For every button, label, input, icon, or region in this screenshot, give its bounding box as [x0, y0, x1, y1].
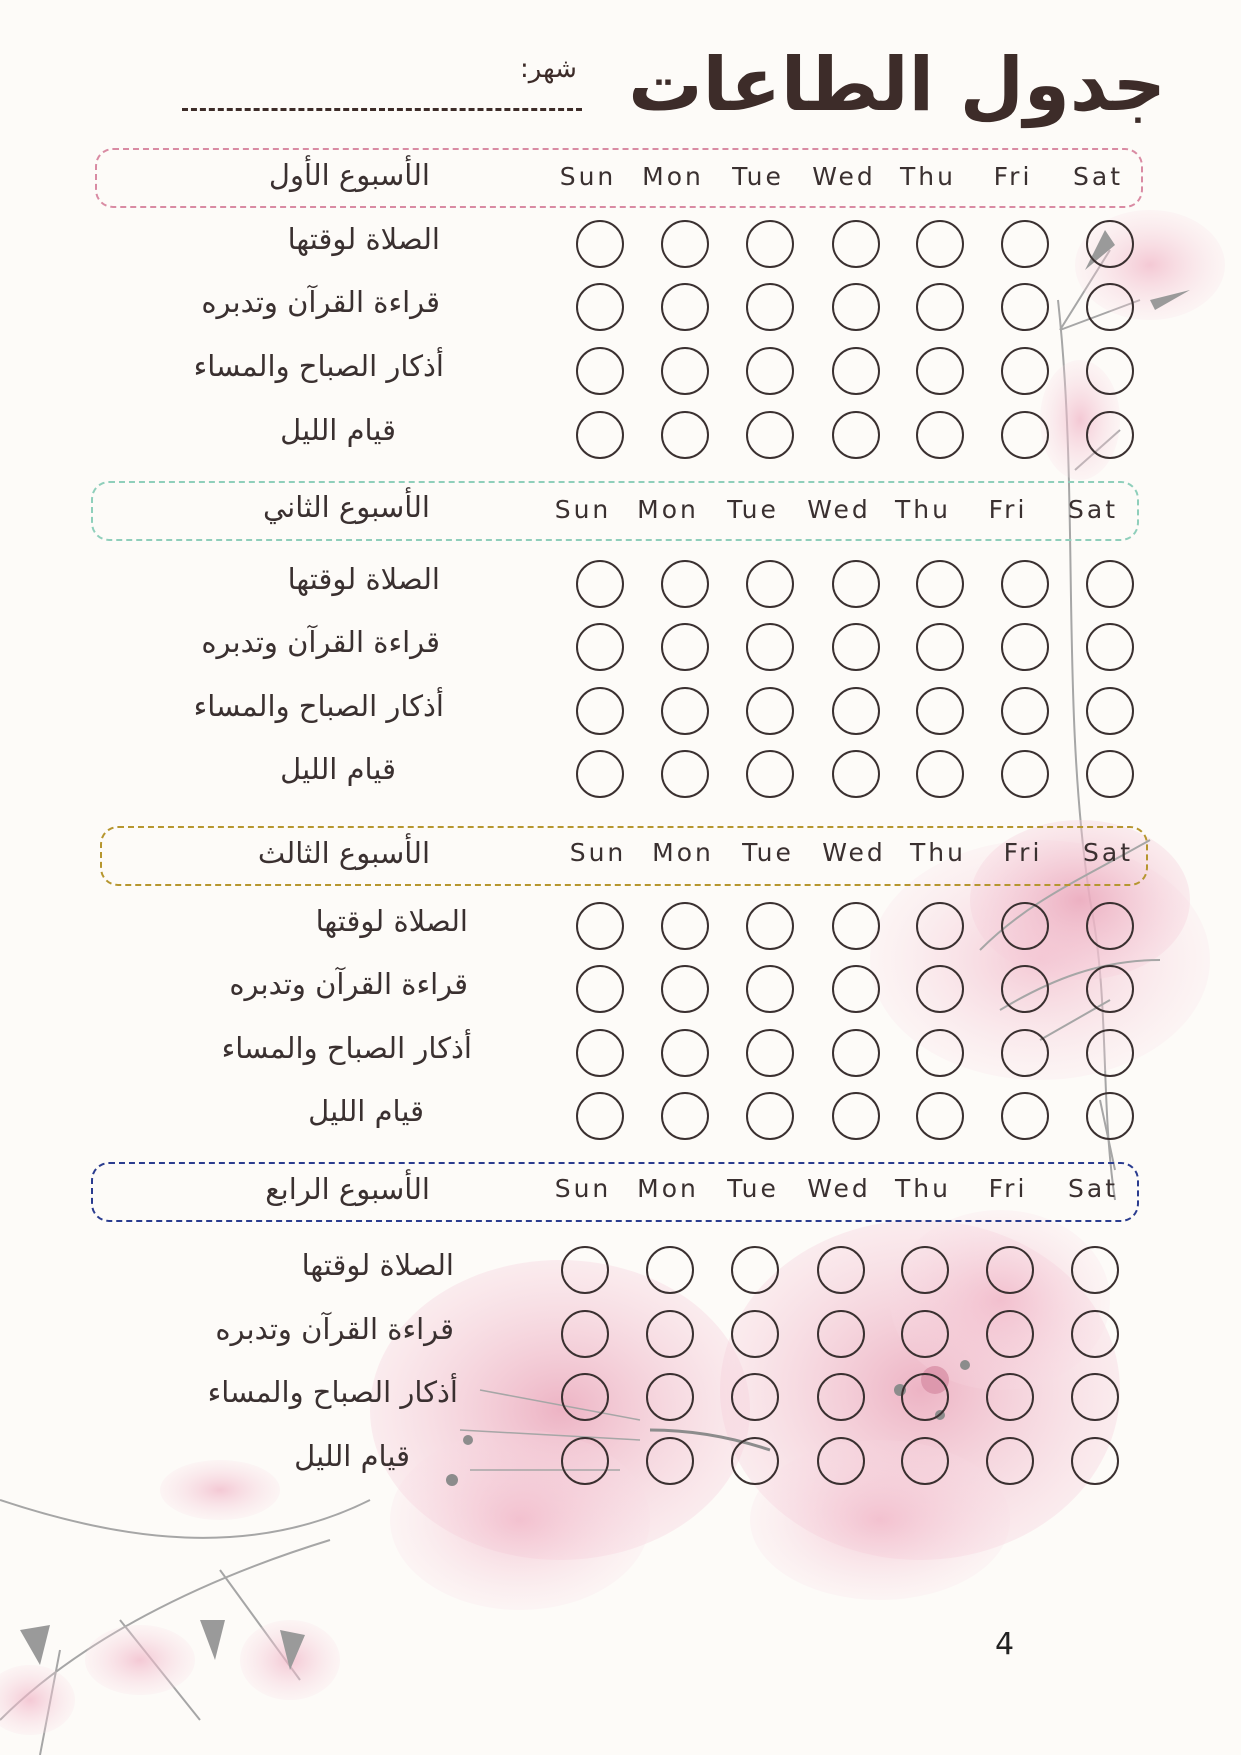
habit-label: الصلاة لوقتها — [315, 904, 468, 938]
checkbox-circle-sun[interactable] — [576, 623, 624, 671]
habit-label: أذكار الصباح والمساء — [221, 1031, 472, 1065]
checkbox-circle-tue[interactable] — [731, 1437, 779, 1485]
week-header-2 — [91, 481, 1139, 541]
checkbox-circle-tue[interactable] — [746, 1092, 794, 1140]
checkbox-circle-sat[interactable] — [1071, 1373, 1119, 1421]
checkbox-circle-fri[interactable] — [1001, 560, 1049, 608]
checkbox-circle-tue[interactable] — [746, 623, 794, 671]
habit-label: الصلاة لوقتها — [287, 222, 440, 256]
day-label-tue: Tue — [742, 838, 794, 867]
day-label-wed: Wed — [807, 1174, 871, 1203]
day-label-sat: Sat — [1073, 162, 1123, 191]
habit-label: قراءة القرآن وتدبره — [201, 625, 440, 659]
checkbox-circle-thu[interactable] — [901, 1310, 949, 1358]
day-label-tue: Tue — [727, 495, 779, 524]
checkbox-circle-fri[interactable] — [1001, 283, 1049, 331]
checkbox-circle-wed[interactable] — [832, 283, 880, 331]
checkbox-circle-tue[interactable] — [731, 1310, 779, 1358]
checkbox-circle-tue[interactable] — [746, 283, 794, 331]
habit-label: قيام الليل — [280, 752, 396, 786]
checkbox-circle-sat[interactable] — [1086, 347, 1134, 395]
week-title-4: الأسبوع الرابع — [265, 1172, 430, 1206]
checkbox-circle-sat[interactable] — [1086, 1092, 1134, 1140]
checkbox-circle-tue[interactable] — [746, 687, 794, 735]
day-label-wed: Wed — [822, 838, 886, 867]
checkbox-circle-wed[interactable] — [832, 623, 880, 671]
week-title-1: الأسبوع الأول — [268, 158, 430, 192]
habit-label: قيام الليل — [294, 1439, 410, 1473]
checkbox-circle-thu[interactable] — [916, 902, 964, 950]
habit-label: قراءة القرآن وتدبره — [229, 967, 468, 1001]
checkbox-circle-mon[interactable] — [661, 965, 709, 1013]
month-label: شهر: — [520, 54, 577, 84]
checkbox-circle-wed[interactable] — [832, 902, 880, 950]
checkbox-circle-tue[interactable] — [746, 411, 794, 459]
day-label-sat: Sat — [1068, 1174, 1118, 1203]
checkbox-circle-fri[interactable] — [1001, 623, 1049, 671]
checkbox-circle-mon[interactable] — [661, 1029, 709, 1077]
checkbox-circle-mon[interactable] — [661, 283, 709, 331]
checkbox-circle-tue[interactable] — [746, 347, 794, 395]
day-label-thu: Thu — [900, 162, 956, 191]
checkbox-circle-mon[interactable] — [661, 220, 709, 268]
checkbox-circle-wed[interactable] — [832, 220, 880, 268]
checkbox-circle-thu[interactable] — [916, 560, 964, 608]
day-label-fri: Fri — [988, 1174, 1028, 1203]
checkbox-circle-mon[interactable] — [661, 560, 709, 608]
day-label-wed: Wed — [812, 162, 876, 191]
checkbox-circle-fri[interactable] — [1001, 965, 1049, 1013]
checkbox-circle-sat[interactable] — [1086, 965, 1134, 1013]
checkbox-circle-mon[interactable] — [661, 347, 709, 395]
checkbox-circle-mon[interactable] — [661, 687, 709, 735]
day-label-fri: Fri — [993, 162, 1033, 191]
checkbox-circle-sun[interactable] — [561, 1437, 609, 1485]
checkbox-circle-tue[interactable] — [746, 750, 794, 798]
checkbox-circle-tue[interactable] — [731, 1373, 779, 1421]
checkbox-circle-fri[interactable] — [986, 1437, 1034, 1485]
day-label-fri: Fri — [988, 495, 1028, 524]
checkbox-circle-thu[interactable] — [916, 347, 964, 395]
checkbox-circle-sun[interactable] — [576, 750, 624, 798]
day-label-thu: Thu — [895, 495, 951, 524]
week-title-3: الأسبوع الثالث — [257, 836, 430, 870]
checkbox-circle-thu[interactable] — [901, 1246, 949, 1294]
checkbox-circle-sun[interactable] — [576, 902, 624, 950]
day-label-tue: Tue — [732, 162, 784, 191]
habit-label: قراءة القرآن وتدبره — [215, 1312, 454, 1346]
page-number: 4 — [995, 1627, 1015, 1662]
checkbox-circle-wed[interactable] — [817, 1437, 865, 1485]
checkbox-circle-thu[interactable] — [916, 965, 964, 1013]
checkbox-circle-wed[interactable] — [832, 1092, 880, 1140]
checkbox-circle-fri[interactable] — [1001, 750, 1049, 798]
month-input-line[interactable] — [182, 108, 582, 111]
checkbox-circle-fri[interactable] — [1001, 347, 1049, 395]
checkbox-circle-fri[interactable] — [1001, 902, 1049, 950]
week-title-2: الأسبوع الثاني — [262, 490, 430, 524]
checkbox-circle-mon[interactable] — [661, 1092, 709, 1140]
checkbox-circle-sun[interactable] — [576, 411, 624, 459]
checkbox-circle-fri[interactable] — [1001, 687, 1049, 735]
checkbox-circle-sun[interactable] — [561, 1310, 609, 1358]
checkbox-circle-sat[interactable] — [1086, 220, 1134, 268]
checkbox-circle-wed[interactable] — [832, 1029, 880, 1077]
week-header-4 — [91, 1162, 1139, 1222]
checkbox-circle-sat[interactable] — [1086, 560, 1134, 608]
day-label-mon: Mon — [652, 838, 714, 867]
checkbox-circle-sun[interactable] — [561, 1246, 609, 1294]
day-label-fri: Fri — [1003, 838, 1043, 867]
checkbox-circle-thu[interactable] — [916, 750, 964, 798]
checkbox-circle-sun[interactable] — [576, 1092, 624, 1140]
checkbox-circle-wed[interactable] — [817, 1246, 865, 1294]
checkbox-circle-sat[interactable] — [1086, 902, 1134, 950]
checkbox-circle-sat[interactable] — [1086, 623, 1134, 671]
checkbox-circle-sun[interactable] — [576, 283, 624, 331]
checkbox-circle-thu[interactable] — [916, 411, 964, 459]
week-header-1 — [95, 148, 1143, 208]
day-label-sun: Sun — [554, 495, 612, 524]
checkbox-circle-mon[interactable] — [661, 902, 709, 950]
checkbox-circle-fri[interactable] — [1001, 1092, 1049, 1140]
checkbox-circle-tue[interactable] — [746, 902, 794, 950]
checkbox-circle-mon[interactable] — [661, 411, 709, 459]
checkbox-circle-fri[interactable] — [1001, 411, 1049, 459]
checkbox-circle-thu[interactable] — [901, 1373, 949, 1421]
checkbox-circle-sun[interactable] — [561, 1373, 609, 1421]
checkbox-circle-tue[interactable] — [746, 1029, 794, 1077]
day-label-mon: Mon — [637, 1174, 699, 1203]
checkbox-circle-mon[interactable] — [646, 1437, 694, 1485]
day-label-tue: Tue — [727, 1174, 779, 1203]
checkbox-circle-mon[interactable] — [661, 750, 709, 798]
checkbox-circle-sun[interactable] — [576, 220, 624, 268]
checkbox-circle-fri[interactable] — [1001, 1029, 1049, 1077]
checkbox-circle-sat[interactable] — [1071, 1437, 1119, 1485]
day-label-sat: Sat — [1068, 495, 1118, 524]
checkbox-circle-wed[interactable] — [832, 347, 880, 395]
checkbox-circle-sat[interactable] — [1086, 750, 1134, 798]
checkbox-circle-mon[interactable] — [646, 1310, 694, 1358]
day-label-sun: Sun — [559, 162, 617, 191]
habit-label: الصلاة لوقتها — [301, 1248, 454, 1282]
checkbox-circle-mon[interactable] — [646, 1246, 694, 1294]
page-title: جدول الطاعات — [628, 42, 1166, 128]
checkbox-circle-thu[interactable] — [916, 283, 964, 331]
checkbox-circle-wed[interactable] — [832, 750, 880, 798]
checkbox-circle-sat[interactable] — [1086, 411, 1134, 459]
checkbox-circle-sun[interactable] — [576, 560, 624, 608]
habit-label: أذكار الصباح والمساء — [193, 349, 444, 383]
habit-label: أذكار الصباح والمساء — [207, 1375, 458, 1409]
checkbox-circle-thu[interactable] — [901, 1437, 949, 1485]
checkbox-circle-wed[interactable] — [832, 965, 880, 1013]
checkbox-circle-sun[interactable] — [576, 687, 624, 735]
checkbox-circle-tue[interactable] — [746, 560, 794, 608]
checkbox-circle-tue[interactable] — [731, 1246, 779, 1294]
checkbox-circle-sat[interactable] — [1071, 1310, 1119, 1358]
checkbox-circle-sat[interactable] — [1086, 1029, 1134, 1077]
checkbox-circle-fri[interactable] — [1001, 220, 1049, 268]
habit-label: أذكار الصباح والمساء — [193, 689, 444, 723]
checkbox-circle-wed[interactable] — [817, 1310, 865, 1358]
checkbox-circle-sat[interactable] — [1071, 1246, 1119, 1294]
day-label-wed: Wed — [807, 495, 871, 524]
checkbox-circle-fri[interactable] — [986, 1246, 1034, 1294]
checkbox-circle-thu[interactable] — [916, 220, 964, 268]
checkbox-circle-fri[interactable] — [986, 1310, 1034, 1358]
day-label-sun: Sun — [569, 838, 627, 867]
checkbox-circle-sun[interactable] — [576, 347, 624, 395]
checkbox-circle-tue[interactable] — [746, 965, 794, 1013]
checkbox-circle-wed[interactable] — [832, 560, 880, 608]
habit-label: قيام الليل — [280, 413, 396, 447]
habit-label: الصلاة لوقتها — [287, 562, 440, 596]
checkbox-circle-tue[interactable] — [746, 220, 794, 268]
checkbox-circle-thu[interactable] — [916, 623, 964, 671]
checkbox-circle-sat[interactable] — [1086, 687, 1134, 735]
checkbox-circle-thu[interactable] — [916, 687, 964, 735]
habit-label: قراءة القرآن وتدبره — [201, 285, 440, 319]
checkbox-circle-mon[interactable] — [646, 1373, 694, 1421]
checkbox-circle-wed[interactable] — [832, 411, 880, 459]
day-label-sun: Sun — [554, 1174, 612, 1203]
checkbox-circle-fri[interactable] — [986, 1373, 1034, 1421]
day-label-thu: Thu — [910, 838, 966, 867]
checkbox-circle-wed[interactable] — [832, 687, 880, 735]
checkbox-circle-mon[interactable] — [661, 623, 709, 671]
day-label-mon: Mon — [637, 495, 699, 524]
checkbox-circle-sun[interactable] — [576, 965, 624, 1013]
day-label-sat: Sat — [1083, 838, 1133, 867]
checkbox-circle-thu[interactable] — [916, 1029, 964, 1077]
day-label-mon: Mon — [642, 162, 704, 191]
checkbox-circle-thu[interactable] — [916, 1092, 964, 1140]
checkbox-circle-sun[interactable] — [576, 1029, 624, 1077]
checkbox-circle-sat[interactable] — [1086, 283, 1134, 331]
day-label-thu: Thu — [895, 1174, 951, 1203]
habit-label: قيام الليل — [308, 1094, 424, 1128]
checkbox-circle-wed[interactable] — [817, 1373, 865, 1421]
